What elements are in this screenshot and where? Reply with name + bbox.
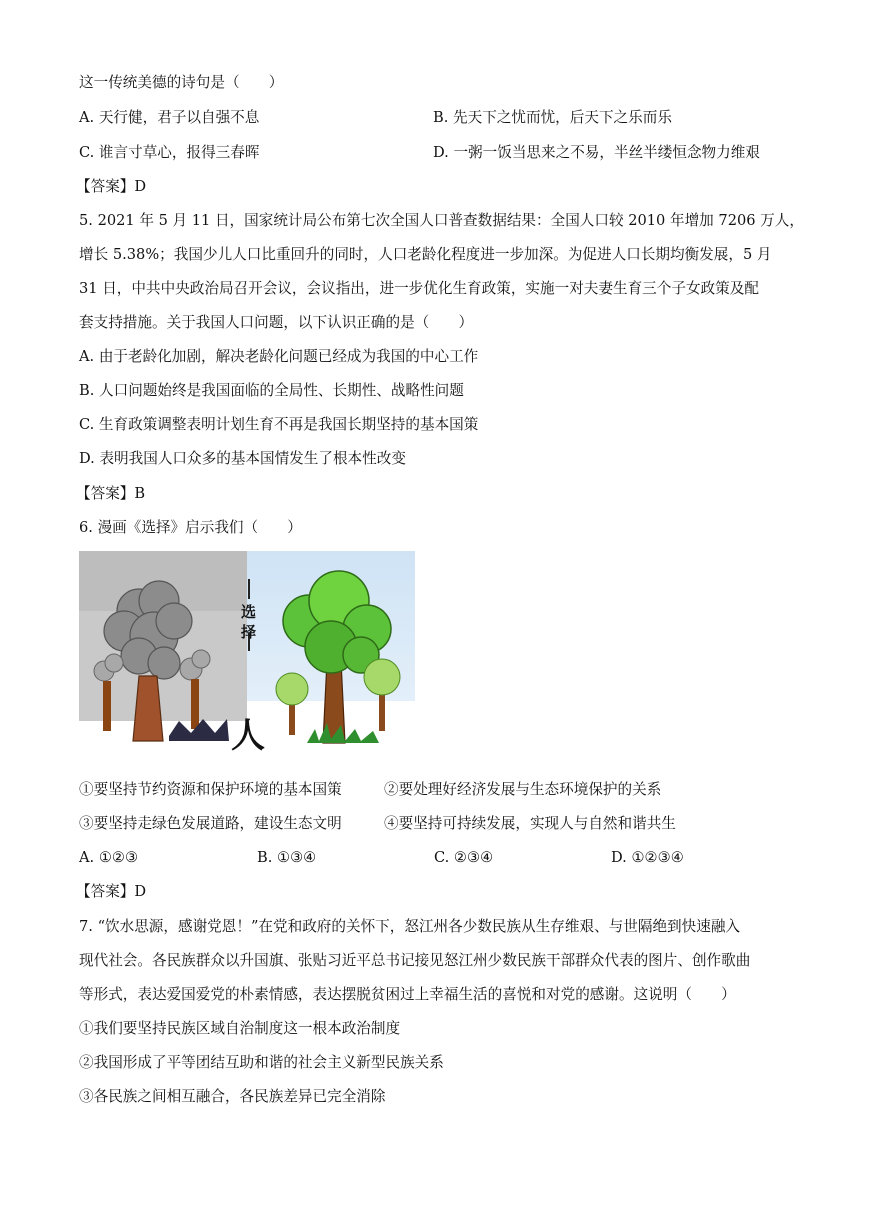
q6-stem: 6. 漫画《选择》启示我们（ ）: [79, 519, 302, 536]
cartoon-label-mid: 择: [241, 623, 257, 641]
q7-stem-line-1: 7. “饮水思源，感谢党恩！”在党和政府的关怀下，怒江州各少数民族从生存维艰、与世隔绝到快速融入: [79, 918, 741, 935]
q4-stem-tail: 这一传统美德的诗句是（ ）: [79, 74, 284, 91]
q6-option-d: D. ①②③④: [611, 849, 684, 866]
q6-statement-1: ①要坚持节约资源和保护环境的基本国策: [79, 781, 342, 798]
q5-stem-line-1: 5. 2021 年 5 月 11 日，国家统计局公布第七次全国人口普查数据结果：全国人口较 2010 年增加 7206 万人，: [79, 212, 804, 229]
q6-answer: 【答案】D: [76, 883, 147, 900]
q7-statement-1: ①我们要坚持民族区域自治制度这一根本政治制度: [79, 1020, 401, 1037]
q6-option-c: C. ②③④: [434, 849, 494, 866]
q7-statement-2: ②我国形成了平等团结互助和谐的社会主义新型民族关系: [79, 1054, 444, 1071]
q4-answer: 【答案】D: [76, 178, 147, 195]
q6-statement-4: ④要坚持可持续发展，实现人与自然和谐共生: [384, 815, 676, 832]
chimney: [133, 676, 163, 741]
cartoon-label-top: 选: [241, 603, 257, 621]
q7-stem-line-2: 现代社会。各民族群众以升国旗、张贴习近平总书记接见怒江州少数民族干部群众代表的图片、创作歌曲: [79, 952, 751, 969]
q6-option-a: A. ①②③: [79, 849, 139, 866]
cartoon-label-bottom: 人: [231, 716, 265, 751]
q5-option-a: A. 由于老龄化加剧，解决老龄化问题已经成为我国的中心工作: [79, 348, 479, 365]
q5-option-b: B. 人口问题始终是我国面临的全局性、长期性、战略性问题: [79, 382, 464, 399]
q6-option-b: B. ①③④: [257, 849, 317, 866]
cartoon-choice-image: [79, 551, 415, 751]
q5-option-c: C. 生育政策调整表明计划生育不再是我国长期坚持的基本国策: [79, 416, 479, 433]
q5-answer: 【答案】B: [76, 485, 146, 502]
q5-stem-line-4: 套支持措施。关于我国人口问题，以下认识正确的是（ ）: [79, 314, 474, 331]
q4-option-c: C. 谁言寸草心，报得三春晖: [79, 144, 260, 161]
q4-option-a: A. 天行健，君子以自强不息: [79, 109, 260, 126]
q5-stem-line-3: 31 日，中共中央政治局召开会议，会议指出，进一步优化生育政策，实施一对夫妻生育三个子女政策及配: [79, 280, 759, 297]
q6-statement-3: ③要坚持走绿色发展道路，建设生态文明: [79, 815, 342, 832]
q4-option-b: B. 先天下之忧而忧，后天下之乐而乐: [433, 109, 672, 126]
q5-option-d: D. 表明我国人口众多的基本国情发生了根本性改变: [79, 450, 406, 467]
q7-stem-line-3: 等形式，表达爱国爱党的朴素情感，表达摆脱贫困过上幸福生活的喜悦和对党的感谢。这说明（ ）: [79, 986, 736, 1003]
q5-stem-line-2: 增长 5.38%；我国少儿人口比重回升的同时，人口老龄化程度进一步加深。为促进人口长期均衡发展，5 月: [79, 246, 772, 263]
q7-statement-3: ③各民族之间相互融合，各民族差异已完全消除: [79, 1088, 386, 1105]
q6-statement-2: ②要处理好经济发展与生态环境保护的关系: [384, 781, 662, 798]
q4-option-d: D. 一粥一饭当思来之不易，半丝半缕恒念物力维艰: [433, 144, 760, 161]
